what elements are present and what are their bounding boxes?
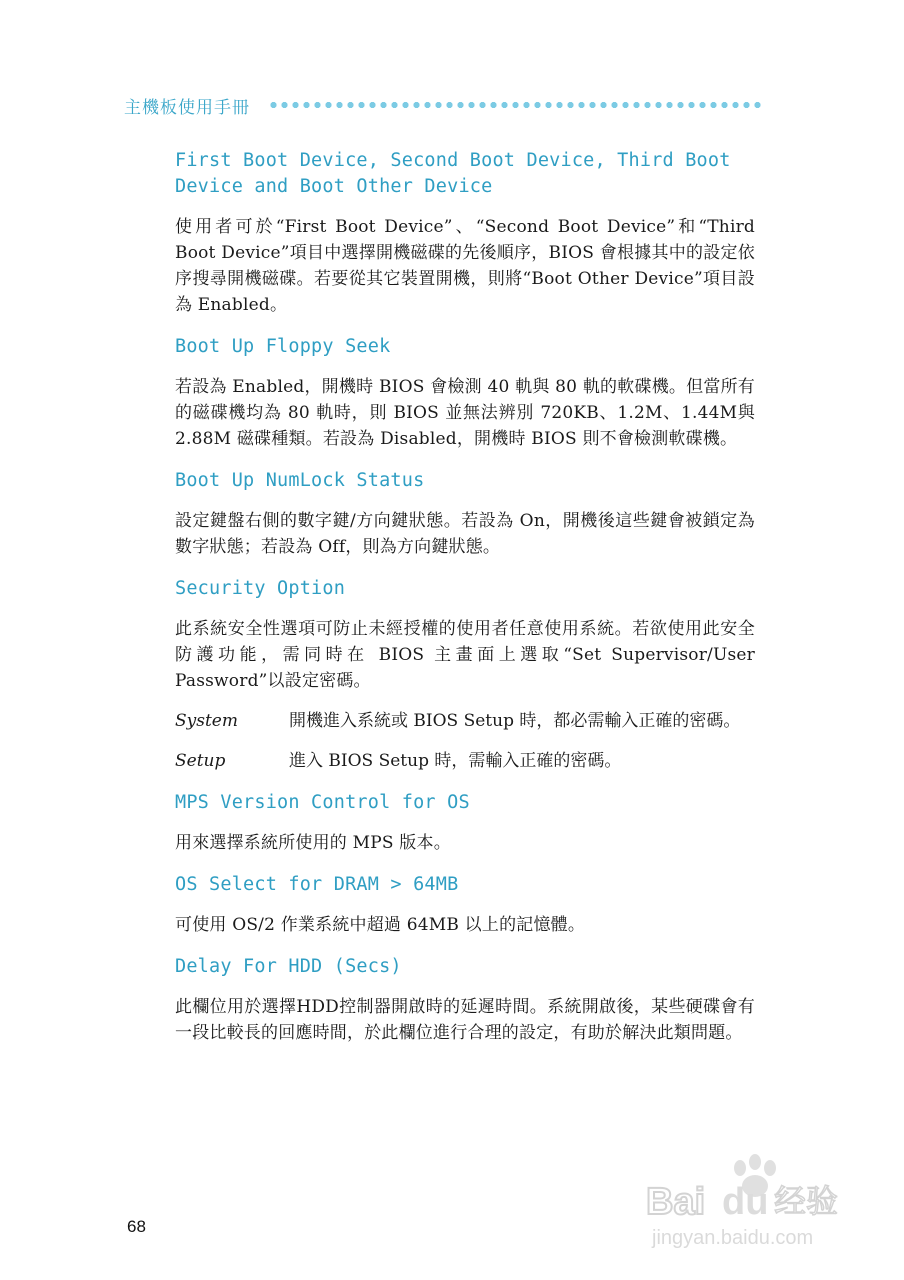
option-description: 進入 BIOS Setup 時，需輸入正確的密碼。 <box>289 751 622 771</box>
section-heading: Security Option <box>175 578 346 599</box>
section-body: 此欄位用於選擇HDD控制器開啟時的延遲時間。系統開啟後，某些硬碟會有一段比較長的回應時間，於此欄位進行合理的設定，有助於解決此類問題。 <box>175 997 755 1043</box>
section-boot-device <box>175 148 755 318</box>
section-heading: MPS Version Control for OS <box>175 792 470 813</box>
section-hdd-delay <box>175 954 755 1046</box>
option-row-system <box>175 708 755 734</box>
header-dot-rule <box>268 101 764 109</box>
section-body: 若設為 Enabled，開機時 BIOS 會檢測 40 軌與 80 軌的軟碟機。但當所有的磁碟機均為 80 軌時，則 BIOS 並無法辨別 720KB、1.2M、1.44M與 2.88M 磁碟種類。若設為 Disabled，開機時 BIOS 則不會檢測軟碟機。 <box>175 377 755 449</box>
section-heading: Boot Up Floppy Seek <box>175 336 391 357</box>
svg-text:du: du <box>722 1181 769 1223</box>
page-number: 68 <box>127 1217 146 1236</box>
svg-text:Bai: Bai <box>646 1181 706 1223</box>
section-body: 可使用 OS/2 作業系統中超過 64MB 以上的記憶體。 <box>175 915 586 935</box>
option-description: 開機進入系統或 BIOS Setup 時，都必需輸入正確的密碼。 <box>289 711 741 731</box>
baidu-watermark-logo <box>642 1148 862 1258</box>
running-header <box>124 92 764 118</box>
svg-text:经验: 经验 <box>774 1182 839 1220</box>
svg-text:jingyan.baidu.com: jingyan.baidu.com <box>652 1227 814 1249</box>
option-name: System <box>175 711 238 731</box>
section-heading: Boot Up NumLock Status <box>175 470 425 491</box>
section-heading: OS Select for DRAM > 64MB <box>175 874 459 895</box>
section-heading: First Boot Device, Second Boot Device, Third Boot Device and Boot Other Device <box>175 150 731 197</box>
section-floppy-seek <box>175 334 755 452</box>
section-heading: Delay For HDD (Secs) <box>175 956 402 977</box>
section-mps-version <box>175 790 755 856</box>
section-security <box>175 576 755 774</box>
section-body: 設定鍵盤右側的數字鍵/方向鍵狀態。若設為 On，開機後這些鍵會被鎖定為數字狀態；若設為 Off，則為方向鍵狀態。 <box>175 511 755 557</box>
section-numlock <box>175 468 755 560</box>
section-body: 用來選擇系統所使用的 MPS 版本。 <box>175 833 451 853</box>
section-body: 使用者可於“First Boot Device”、“Second Boot Device”和“Third Boot Device”項目中選擇開機磁碟的先後順序，BIOS 會根據其中的設定依序搜尋開機磁碟。若要從其它裝置開機，則將“Boot Other Device”項目設為 Enabled。 <box>175 217 755 315</box>
page-content <box>175 148 755 1062</box>
section-os-select-dram <box>175 872 755 938</box>
section-body: 此系統安全性選項可防止未經授權的使用者任意使用系統。若欲使用此安全防護功能，需同時在 BIOS 主畫面上選取“Set Supervisor/User Password”以設定密碼。 <box>175 619 755 691</box>
option-row-setup <box>175 748 755 774</box>
option-name: Setup <box>175 751 226 771</box>
header-title: 主機板使用手冊 <box>124 97 250 118</box>
